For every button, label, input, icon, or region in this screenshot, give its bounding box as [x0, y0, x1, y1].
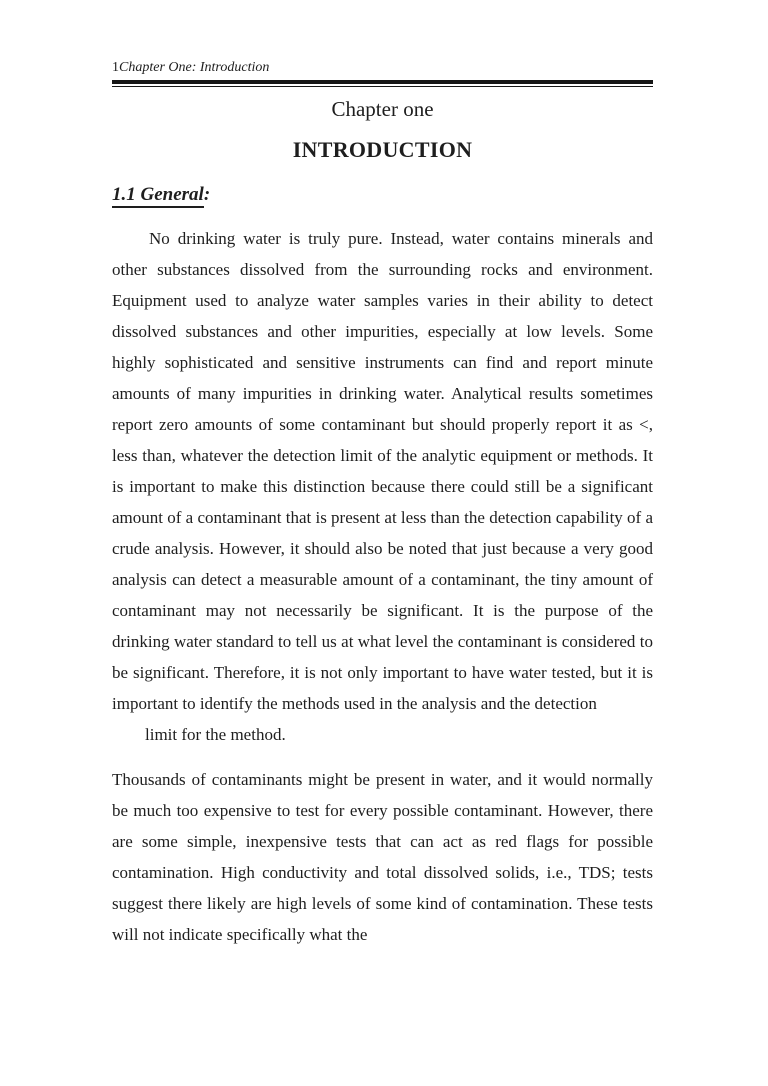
paragraph-general-2: Thousands of contaminants might be present in water, and it would normally be much too expensive to test for every possible contaminant. However, there are some simple, inexpensive tests that can act as red flags for possible contamination. High conductivity and total dissolved solids, i.e., TDS; tests suggest there likely are high levels of some kind of contamination. These tests will not indicate specifically what the	[112, 770, 653, 944]
header-rule	[112, 80, 653, 87]
paragraph-general-1: No drinking water is truly pure. Instead, water contains minerals and other substances dissolved from the surrounding rocks and environment. Equipment used to analyze water samples varies in their ability to detect dissolved substances and other impurities, especially at low levels. Some highly sophisticated and sensitive instruments can find and report minute amounts of many impurities in drinking water. Analytical results sometimes report zero amounts of some contaminant but should properly report it as <, less than, whatever the detection limit of the analytic equipment or methods. It is important to make this distinction because there could still be a significant amount of a contaminant that is present at less than the detection capability of a crude analysis. However, it should also be noted that just because a very good analysis can detect a measurable amount of a contaminant, the tiny amount of contaminant may not necessarily be significant. It is the purpose of the drinking water standard to tell us at what level the contaminant is considered to be significant. Therefore, it is not only important to have water tested, but it is important to identify the methods used in the analysis and the detection	[112, 229, 653, 713]
paragraph-general-1-last-line: limit for the method.	[145, 725, 286, 744]
section-heading	[112, 183, 653, 207]
chapter-title: Chapter one	[331, 97, 434, 121]
chapter-heading: INTRODUCTION	[292, 137, 473, 162]
section-heading-colon: :	[203, 184, 211, 205]
header-page-number: 1	[112, 60, 119, 75]
header-running-title: Chapter One: Introduction	[119, 60, 270, 75]
header-text	[112, 58, 653, 78]
section-heading-text: 1.1 General	[112, 184, 204, 208]
page-header	[112, 58, 653, 87]
